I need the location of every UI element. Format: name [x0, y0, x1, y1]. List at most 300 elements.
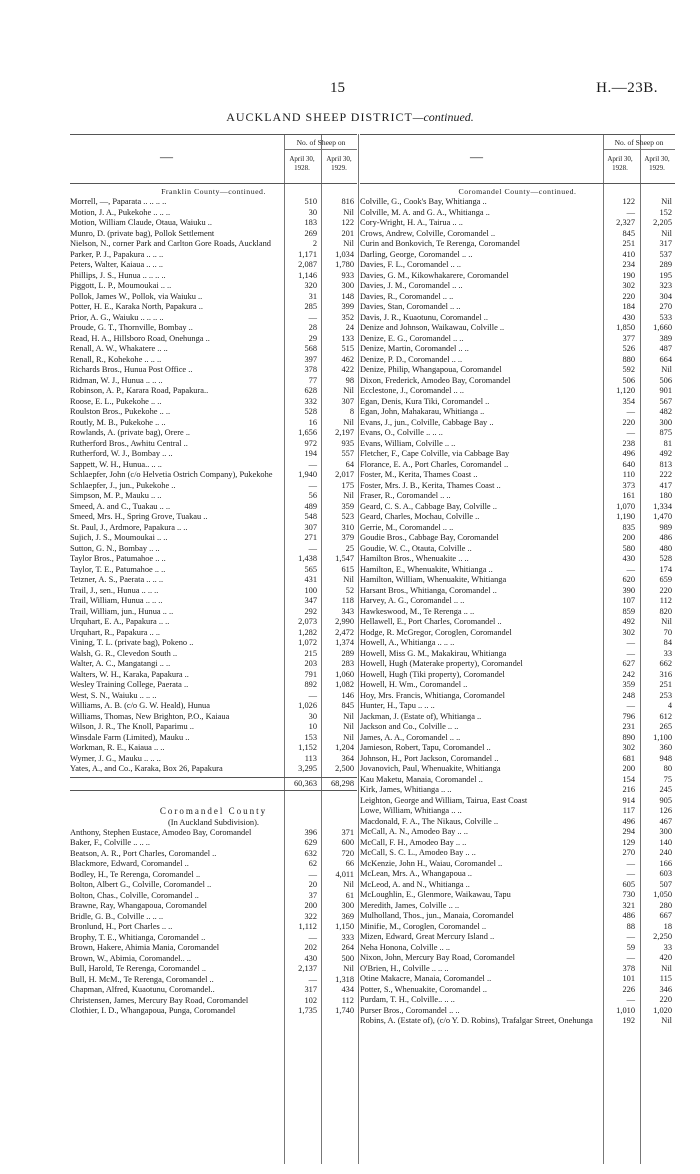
sheep-1929: 126 — [659, 806, 672, 815]
table-row — [70, 292, 357, 303]
sheep-1928: 548 — [304, 512, 317, 521]
sheep-1928: — — [626, 407, 635, 416]
sheep-1928: — — [308, 932, 317, 942]
sheep-1929: 1,547 — [335, 554, 354, 563]
table-row — [360, 911, 675, 922]
sheep-1929: 615 — [341, 564, 354, 574]
sheep-1928: 320 — [304, 281, 317, 290]
sheep-1929: 115 — [659, 974, 672, 983]
sheep-1929: 122 — [341, 218, 354, 227]
owner-name: Rowlands, A. (private bag), Orere .. — [70, 428, 191, 437]
owner-name: Denize, Martin, Coromandel .. .. — [360, 344, 469, 353]
table-row — [70, 355, 357, 366]
sheep-1929: Nil — [661, 228, 672, 238]
sheep-1928: 270 — [622, 848, 635, 857]
sheep-1928: 248 — [622, 690, 635, 700]
owner-name: Brophy, T. E., Whitianga, Coromandel .. — [70, 932, 206, 942]
table-row — [360, 418, 675, 429]
sheep-1929: 523 — [341, 512, 354, 521]
sheep-1929: 933 — [341, 270, 354, 280]
table-row — [70, 586, 357, 597]
sheep-1929: 434 — [341, 985, 354, 994]
sheep-1929: 1,150 — [335, 922, 354, 931]
sheep-1929: 352 — [341, 312, 354, 322]
sheep-1928: 378 — [304, 365, 317, 374]
owner-name: Hamilton Bros., Whenuakite .. .. — [360, 554, 469, 563]
owner-name: McLoughlin, E., Glenmore, Waikawau, Tapu — [360, 890, 511, 899]
table-row — [70, 208, 357, 219]
sheep-1929: 480 — [659, 543, 672, 553]
table-row — [360, 218, 675, 229]
sheep-1929: 24 — [345, 323, 354, 332]
sheep-1928: — — [626, 564, 635, 574]
table-row — [70, 271, 357, 282]
sheep-1928: — — [626, 428, 635, 437]
table-row — [70, 365, 357, 376]
sheep-1928: — — [626, 858, 635, 868]
sheep-1929: 603 — [659, 869, 672, 878]
table-row — [360, 733, 675, 744]
owner-name: Jackman, J. (Estate of), Whitianga .. — [360, 711, 482, 721]
table-row — [360, 743, 675, 754]
sheep-1928: 510 — [304, 197, 317, 206]
table-row — [360, 932, 675, 943]
sheep-1928: 1,112 — [298, 922, 317, 931]
section-title: Franklin County—continued. — [161, 187, 266, 196]
sheep-1928: 1,850 — [616, 323, 635, 332]
sheep-1928: 845 — [622, 228, 635, 238]
table-row — [70, 250, 357, 261]
table-row — [70, 649, 357, 660]
owner-name: Ecclestone, J., Coromandel .. .. — [360, 386, 464, 395]
sheep-1929: 1,034 — [335, 249, 354, 259]
owner-name: Mulholland, Thos., jun., Manaia, Coromandel — [360, 911, 514, 920]
sheep-1928: — — [308, 869, 317, 879]
owner-name: Howell, A., Whitianga .. .. .. — [360, 638, 455, 647]
sheep-1929: 875 — [659, 428, 672, 437]
owner-name: Smeed, Mrs. H., Spring Grove, Tuakau .. — [70, 512, 208, 521]
table-row — [360, 376, 675, 387]
owner-name: Nixon, John, Mercury Bay Road, Coromandel — [360, 953, 515, 962]
table-row — [70, 554, 357, 565]
sheep-1929: Nil — [343, 491, 354, 500]
sheep-1929: 84 — [663, 638, 672, 647]
owner-name: Goudie Bros., Cabbage Bay, Coromandel — [360, 533, 499, 542]
sheep-1929: 528 — [659, 554, 672, 563]
owner-name: Hawkeswood, M., Te Rerenga .. .. — [360, 606, 475, 616]
sheep-1928: 1,940 — [298, 470, 317, 479]
table-row — [360, 523, 675, 534]
owner-name: Prior, A. G., Waiuku .. .. .. .. — [70, 312, 164, 322]
sheep-1929: 1,374 — [335, 638, 354, 647]
sheep-1928: 216 — [622, 785, 635, 794]
table-row — [360, 995, 675, 1006]
sheep-1928: 220 — [622, 417, 635, 427]
owner-name: Robinson, A. P., Karara Road, Papakura.. — [70, 386, 209, 395]
sheep-1928: 397 — [304, 354, 317, 364]
sheep-1928: 730 — [622, 890, 635, 899]
table-row — [70, 754, 357, 765]
sheep-1929: 816 — [341, 197, 354, 206]
sheep-1928: 620 — [622, 575, 635, 584]
sheep-1929: Nil — [661, 1016, 672, 1025]
sheep-1928: 77 — [308, 375, 317, 385]
sheep-1929: 364 — [341, 753, 354, 763]
col-1929-header: April 30, 1929. — [644, 155, 670, 172]
sheep-1928: 56 — [308, 491, 317, 500]
table-row — [360, 869, 675, 880]
sheep-1929: 52 — [345, 585, 354, 595]
sheep-1928: 640 — [622, 459, 635, 469]
owner-name: Richards Bros., Hunua Post Office .. — [70, 365, 193, 374]
sheep-1928: 107 — [622, 596, 635, 605]
table-row — [360, 554, 675, 565]
sheep-1928: 378 — [622, 963, 635, 973]
table-row — [360, 449, 675, 460]
sheep-1928: 528 — [304, 407, 317, 416]
sheep-1929: 369 — [341, 911, 354, 921]
sheep-1929: 1,100 — [653, 732, 672, 742]
table-row — [70, 901, 357, 912]
owner-name: Potter, H. E., Karaka North, Papakura .. — [70, 302, 203, 311]
table-row — [360, 680, 675, 691]
sheep-1928: 62 — [308, 859, 317, 868]
table-row — [70, 954, 357, 965]
owner-name: Motion, William Claude, Otaua, Waiuku .. — [70, 218, 212, 227]
sheep-1928: 592 — [622, 365, 635, 374]
table-row — [70, 849, 357, 860]
table-row — [70, 481, 357, 492]
sheep-1929: Nil — [343, 711, 354, 721]
owner-name: Brawne, Ray, Whangapoua, Coromandel — [70, 901, 207, 910]
owner-name: Johnson, H., Port Jackson, Coromandel .. — [360, 753, 499, 763]
sheep-1929: 659 — [659, 575, 672, 584]
owner-name: Rutherford, W. J., Bombay .. .. — [70, 449, 173, 458]
table-row — [70, 376, 357, 387]
sheep-1928: 226 — [622, 984, 635, 994]
owner-name: Cory-Wright, H. A., Tairua .. .. — [360, 218, 463, 227]
sheep-1929: 557 — [341, 449, 354, 458]
sheep-1929: 813 — [659, 459, 672, 469]
sheep-1929: 112 — [659, 596, 672, 605]
owner-name: Lowe, William, Whitianga .. .. — [360, 806, 462, 815]
owner-name: Wilson, J. R., The Knoll, Paparimu .. — [70, 722, 194, 731]
owner-name: McLean, Mrs. A., Whangapoua .. — [360, 869, 472, 878]
sheep-1929: 251 — [659, 680, 672, 689]
owner-name: Hunter, H., Tapu .. .. .. — [360, 701, 435, 710]
table-row — [70, 838, 357, 849]
sheep-1929: Nil — [343, 207, 354, 217]
sheep-1928: 1,152 — [298, 743, 317, 752]
sheep-1928: 632 — [304, 848, 317, 858]
sheep-1928: 1,120 — [616, 386, 635, 395]
table-row — [70, 344, 357, 355]
sheep-1929: 300 — [341, 281, 354, 290]
page-title: AUCKLAND SHEEP DISTRICT—continued. — [226, 110, 474, 124]
owner-name: Peters, Walter, Kaiaua .. .. .. — [70, 260, 164, 269]
sheep-1928: 605 — [622, 879, 635, 889]
table-row — [360, 596, 675, 607]
table-row — [70, 870, 357, 881]
table-row — [70, 302, 357, 313]
table-row — [360, 628, 675, 639]
sheep-1928: 100 — [304, 585, 317, 595]
document-reference: H.—23B. — [596, 80, 658, 96]
sheep-1929: 245 — [659, 785, 672, 794]
table-row — [70, 218, 357, 229]
sheep-1928: 30 — [308, 711, 317, 721]
owner-name: Bronlund, H., Port Charles .. .. — [70, 922, 173, 931]
table-row — [360, 838, 675, 849]
sheep-1929: 174 — [659, 564, 672, 574]
owner-name: Jamieson, Robert, Tapu, Coromandel .. — [360, 743, 491, 752]
owner-name: Egan, Denis, Kura Tiki, Coromandel .. — [360, 396, 490, 406]
sheep-1929: 399 — [341, 302, 354, 311]
table-row — [360, 323, 675, 334]
sheep-1928: 492 — [622, 617, 635, 626]
owner-name: McCall, A. N., Amodeo Bay .. .. — [360, 827, 468, 836]
sheep-1929: 506 — [659, 375, 672, 385]
sheep-1928: 269 — [304, 228, 317, 238]
owner-name: Tetzner, A. S., Paerata .. .. .. — [70, 575, 164, 584]
sheep-1929: 379 — [341, 533, 354, 542]
sheep-1929: 70 — [663, 627, 672, 637]
sheep-1928: 430 — [622, 312, 635, 322]
table-row — [70, 397, 357, 408]
owner-name: Davies, R., Coromandel .. .. — [360, 291, 454, 301]
sheep-1928: 565 — [304, 564, 317, 574]
owner-name: McLeod, A. and N., Whitianga .. — [360, 879, 470, 889]
sheep-1929: 901 — [659, 386, 672, 395]
sheep-1929: 2,500 — [335, 764, 354, 773]
owner-name: Renall, A. W., Whakatere .. .. — [70, 344, 168, 353]
table-row — [360, 334, 675, 345]
sheep-1928: — — [308, 543, 317, 553]
sheep-1928: 20 — [308, 880, 317, 889]
sheep-1929: 343 — [341, 606, 354, 616]
owner-name: Proude, G. T., Thornville, Bombay .. — [70, 323, 193, 332]
sheep-1928: 28 — [308, 323, 317, 332]
table-row — [70, 281, 357, 292]
sheep-1928: 791 — [304, 669, 317, 679]
sheep-1928: 184 — [622, 302, 635, 311]
left-column — [70, 134, 357, 1017]
sheep-1929: 389 — [659, 333, 672, 343]
owner-name: Pollok, James W., Pollok, via Waiuku .. — [70, 291, 203, 301]
owner-name: Davies, Stan, Coromandel .. .. — [360, 302, 461, 311]
sheep-1929: 270 — [659, 302, 672, 311]
owner-name: Davis, J. R., Kuaotunu, Coromandel .. — [360, 312, 488, 322]
right-column — [360, 134, 675, 1027]
owner-name: Denize, E. G., Coromandel .. .. — [360, 333, 464, 343]
owner-name: Kau Maketu, Manaia, Coromandel .. — [360, 774, 483, 784]
owner-name: Walsh, G. R., Clevedon South .. — [70, 648, 178, 658]
sheep-1928: — — [626, 701, 635, 710]
sheep-1929: 146 — [341, 690, 354, 700]
table-row — [70, 460, 357, 471]
table-row — [360, 953, 675, 964]
sheep-1929: 2,017 — [335, 470, 354, 479]
sheep-1928: 322 — [304, 911, 317, 921]
sheep-1929: 201 — [341, 228, 354, 238]
sheep-1929: 1,020 — [653, 1005, 672, 1015]
sheep-1929: 333 — [341, 932, 354, 942]
sheep-1928: 302 — [622, 743, 635, 752]
sheep-1929: 346 — [659, 984, 672, 994]
sheep-1928: 153 — [304, 732, 317, 742]
table-row — [70, 239, 357, 250]
sheep-1929: 75 — [663, 774, 672, 784]
sheep-1928: 681 — [622, 753, 635, 763]
sheep-1928: 1,072 — [298, 638, 317, 647]
table-row — [70, 722, 357, 733]
owner-name: Hellawell, E., Port Charles, Coromandel .. — [360, 617, 502, 626]
table-row — [360, 701, 675, 712]
sheep-1929: 662 — [659, 659, 672, 668]
sheep-1929: 664 — [659, 354, 672, 364]
table-row — [360, 617, 675, 628]
owner-name: Workman, R. E., Kaiaua .. .. — [70, 743, 165, 752]
sheep-1928: 1,735 — [298, 1006, 317, 1015]
table-row — [360, 880, 675, 891]
table-row — [70, 407, 357, 418]
owner-name: Geard, Charles, Mochau, Colville .. — [360, 512, 480, 521]
sheep-1928: 200 — [304, 901, 317, 910]
name-column-header: — — [160, 149, 173, 164]
table-row — [360, 859, 675, 870]
table-row — [70, 701, 357, 712]
table-row — [70, 712, 357, 723]
sheep-1929: 300 — [659, 827, 672, 836]
sheep-1929: 80 — [663, 764, 672, 773]
owner-name: Dixon, Frederick, Amodeo Bay, Coromandel — [360, 375, 511, 385]
table-row — [360, 281, 675, 292]
owner-name: Fletcher, F., Cape Colville, via Cabbage Bay — [360, 449, 510, 458]
owner-name: Motion, J. A., Pukekohe .. .. .. — [70, 207, 171, 217]
table-row — [70, 607, 357, 618]
sheep-1928: 568 — [304, 344, 317, 353]
owner-name: Crows, Andrew, Colville, Coromandel .. — [360, 228, 496, 238]
sheep-1929: 1,470 — [653, 512, 672, 521]
col-1929-header: April 30, 1929. — [326, 155, 352, 172]
owner-name: Denize, Philip, Whangapoua, Coromandel — [360, 365, 502, 374]
sheep-1929: 2,197 — [335, 428, 354, 437]
sheep-1928: 880 — [622, 354, 635, 364]
table-row — [70, 828, 357, 839]
owner-name: Curin and Bonkovich, Te Rerenga, Coromandel — [360, 239, 520, 248]
sheep-1929: 567 — [659, 396, 672, 406]
sheep-1928: — — [308, 480, 317, 490]
owner-name: Robins, A. (Estate of), (c/o Y. D. Robins), Trafalgar Street, Onehunga — [360, 1016, 593, 1025]
sheep-1928: 627 — [622, 659, 635, 668]
sheep-1929: 533 — [659, 312, 672, 322]
sheep-1928: 580 — [622, 543, 635, 553]
sheep-1928: 2,087 — [298, 260, 317, 269]
sheep-1928: — — [626, 995, 635, 1004]
table-row — [70, 680, 357, 691]
owner-name: Yates, A., and Co., Karaka, Box 26, Papakura — [70, 764, 223, 773]
sheep-1929: 323 — [659, 281, 672, 290]
table-row — [70, 975, 357, 986]
sheep-1928: 506 — [622, 375, 635, 385]
owner-name: Evans, O., Colville .. .. .. — [360, 428, 443, 437]
sheep-1928: 10 — [308, 722, 317, 731]
sheep-1929: 359 — [341, 501, 354, 511]
table-row — [360, 386, 675, 397]
sheep-1928: 238 — [622, 438, 635, 448]
owner-name: Harsant Bros., Whitianga, Coromandel .. — [360, 585, 497, 595]
sheep-1928: — — [308, 690, 317, 700]
sheep-1928: 496 — [622, 816, 635, 826]
sheep-1928: — — [308, 459, 317, 469]
owner-name: Clothier, I. D., Whangapoua, Punga, Coromandel — [70, 1006, 236, 1015]
table-row — [360, 712, 675, 723]
owner-name: Brown, Hakere, Ahimia Mania, Coromandel — [70, 943, 220, 952]
owner-name: St. Paul, J., Ardmore, Papakura .. .. — [70, 522, 188, 532]
table-row — [360, 848, 675, 859]
table-row — [360, 775, 675, 786]
owner-name: Foster, Mrs. J. B., Kerita, Thames Coast .. — [360, 480, 501, 490]
table-row — [360, 292, 675, 303]
owner-name: Sappett, W. H., Hunua.. .. .. — [70, 459, 162, 469]
sheep-1929: 989 — [659, 522, 672, 532]
sheep-1929: 304 — [659, 291, 672, 301]
owner-name: Colville, M. A. and G. A., Whitianga .. — [360, 207, 490, 217]
sheep-1929: 112 — [341, 995, 354, 1005]
table-row — [70, 470, 357, 481]
sheep-1929: 1,082 — [335, 680, 354, 689]
table-row — [70, 491, 357, 502]
sheep-1928: 629 — [304, 838, 317, 847]
sheep-1928: 972 — [304, 438, 317, 448]
owner-name: Nielson, N., corner Park and Carlton Gore Roads, Auckland — [70, 239, 271, 248]
sheep-1929: 18 — [663, 921, 672, 931]
sheep-1929: 64 — [345, 459, 354, 469]
sheep-1929: Nil — [343, 880, 354, 889]
sheep-1929: 420 — [659, 953, 672, 962]
column-divider-center — [358, 134, 359, 1164]
table-row — [70, 386, 357, 397]
sheep-1929: Nil — [343, 722, 354, 731]
owner-name: Vining, T. L. (private bag), Pokeno .. — [70, 638, 194, 647]
sheep-1928: 796 — [622, 711, 635, 721]
owner-name: Trail, J., sen., Hunua .. .. .. — [70, 585, 159, 595]
sheep-1928: 110 — [622, 470, 635, 479]
owner-name: Denize, P. D., Coromandel .. .. — [360, 354, 463, 364]
table-row — [360, 407, 675, 418]
sheep-1928: 410 — [622, 249, 635, 259]
sheep-1929: 515 — [341, 344, 354, 353]
owner-name: McKenzie, John H., Waiau, Coromandel .. — [360, 858, 503, 868]
sheep-1929: 66 — [345, 859, 354, 868]
sheep-1928: — — [626, 648, 635, 658]
table-row — [70, 912, 357, 923]
owner-name: Walters, W. H., Karaka, Papakura .. — [70, 669, 189, 679]
owner-name: Bridle, G. B., Colville .. .. .. — [70, 911, 164, 921]
sheep-1928: 16 — [308, 417, 317, 427]
owner-name: Davies, J. M., Coromandel .. .. — [360, 281, 463, 290]
total-row — [70, 777, 357, 791]
owner-name: Chapman, Alfred, Kuaotunu, Coromandel.. — [70, 985, 215, 994]
table-row — [70, 996, 357, 1007]
sheep-1929: 175 — [341, 480, 354, 490]
owner-name: Schlaepfer, J., jun., Pukekohe .. — [70, 480, 176, 490]
sheep-1928: 37 — [308, 890, 317, 900]
owner-name: Morrell, —, Paparata .. .. .. .. — [70, 197, 167, 206]
owner-name: Sutton, G. N., Bombay .. .. — [70, 543, 160, 553]
page-header — [0, 80, 700, 102]
sheep-1928: 294 — [622, 827, 635, 836]
